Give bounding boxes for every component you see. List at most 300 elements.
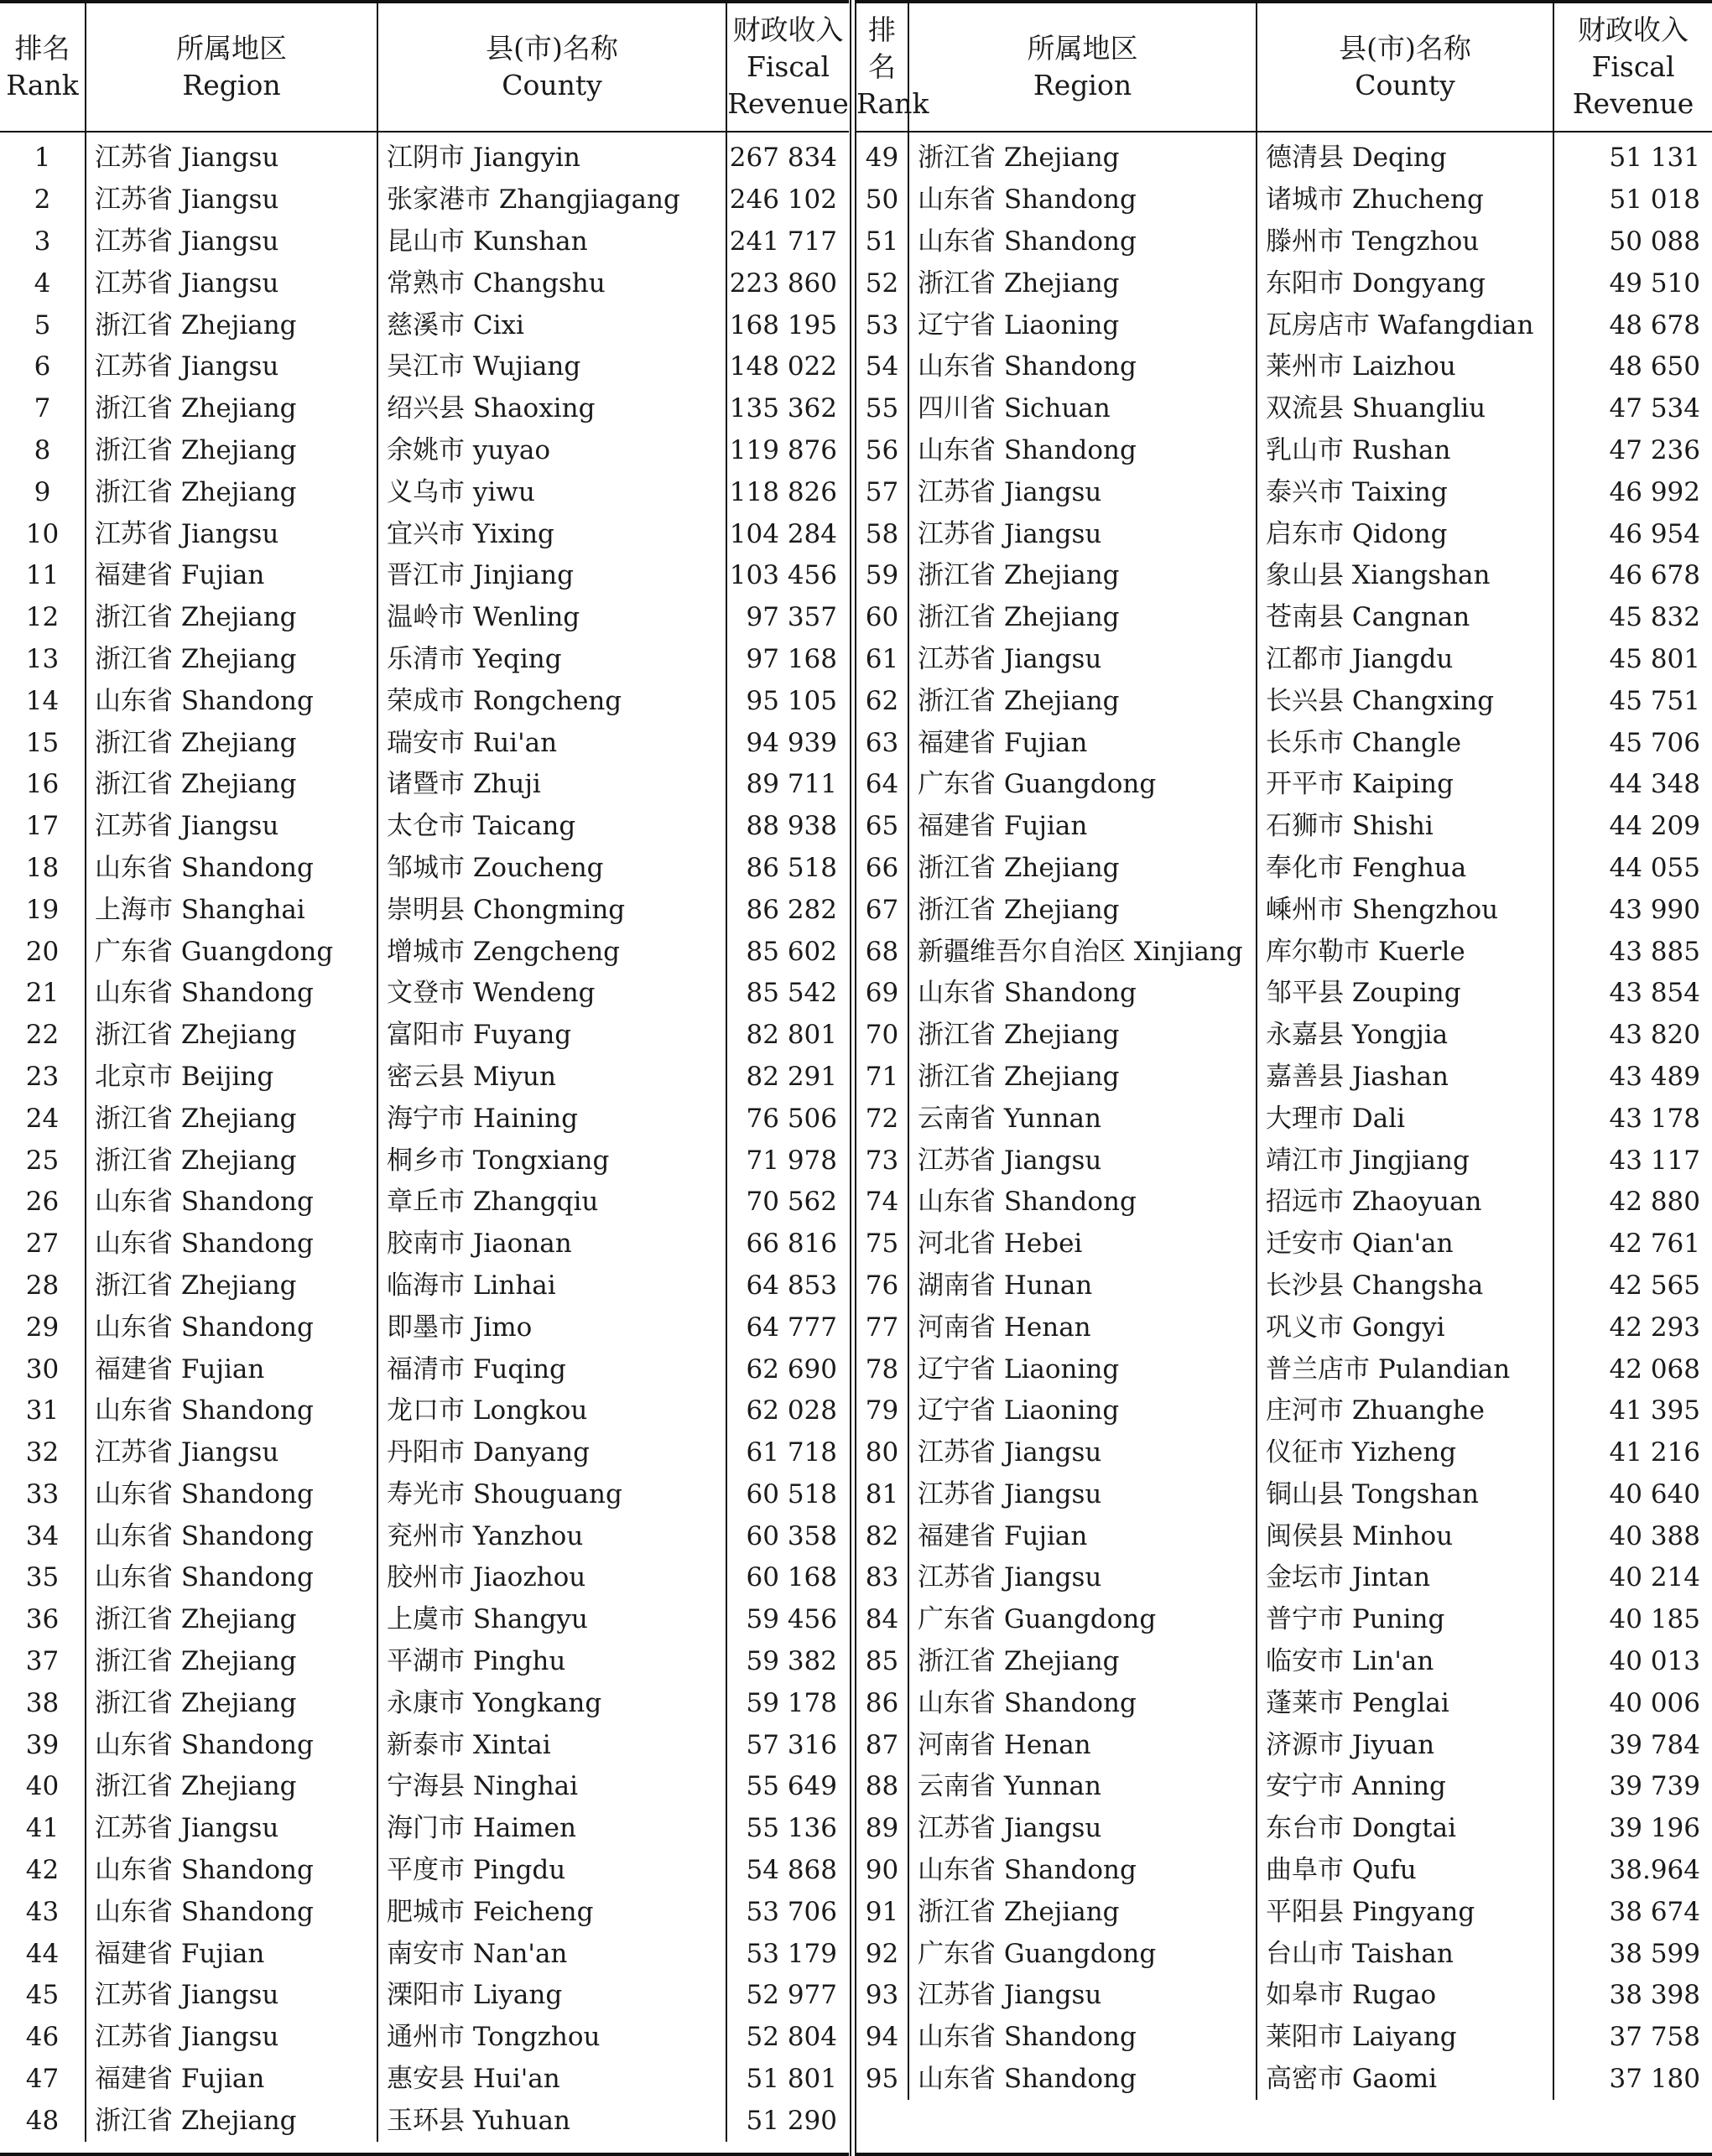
table-row bbox=[0, 1182, 849, 1223]
revenue-cell: 246 102 bbox=[726, 179, 849, 221]
county-cell: 石狮市 Shishi bbox=[1257, 806, 1553, 848]
table-row bbox=[856, 1307, 1712, 1348]
rank-cell: 72 bbox=[865, 1103, 899, 1134]
county-cell: 临安市 Lin'an bbox=[1257, 1641, 1553, 1683]
rank-cell: 55 bbox=[865, 393, 899, 424]
region-cell: 山东省 Shandong bbox=[908, 973, 1257, 1015]
county-cell: 余姚市 yuyao bbox=[377, 430, 726, 472]
county-cell: 乐清市 Yeqing bbox=[377, 639, 726, 681]
revenue-cell: 42 880 bbox=[1553, 1182, 1712, 1223]
table-row bbox=[856, 304, 1712, 346]
revenue-cell: 44 209 bbox=[1553, 806, 1712, 848]
revenue-cell: 55 136 bbox=[726, 1808, 849, 1850]
revenue-cell: 50 088 bbox=[1553, 221, 1712, 263]
table-row bbox=[856, 1515, 1712, 1557]
county-cell: 济源市 Jiyuan bbox=[1257, 1724, 1553, 1766]
region-cell: 浙江省 Zhejiang bbox=[86, 430, 377, 472]
rank-cell: 60 bbox=[865, 602, 899, 633]
region-cell: 上海市 Shanghai bbox=[86, 889, 377, 931]
table-row bbox=[856, 1933, 1712, 1975]
region-cell: 山东省 Shandong bbox=[86, 1891, 377, 1933]
county-cell: 长沙县 Changsha bbox=[1257, 1265, 1553, 1307]
revenue-cell: 45 801 bbox=[1553, 639, 1712, 681]
region-cell: 浙江省 Zhejiang bbox=[908, 1015, 1257, 1057]
rank-cell: 85 bbox=[865, 1646, 899, 1677]
region-cell: 江苏省 Jiangsu bbox=[86, 262, 377, 304]
county-cell: 增城市 Zengcheng bbox=[377, 931, 726, 973]
region-cell: 湖南省 Hunan bbox=[908, 1265, 1257, 1307]
revenue-cell: 42 068 bbox=[1553, 1348, 1712, 1390]
county-cell: 兖州市 Yanzhou bbox=[377, 1515, 726, 1557]
revenue-cell: 223 860 bbox=[726, 262, 849, 304]
rank-cell: 29 bbox=[25, 1312, 60, 1343]
region-cell: 北京市 Beijing bbox=[86, 1057, 377, 1099]
rank-cell: 36 bbox=[25, 1604, 60, 1635]
revenue-cell: 86 518 bbox=[726, 848, 849, 890]
rank-cell: 13 bbox=[25, 643, 60, 674]
region-cell: 山东省 Shandong bbox=[86, 680, 377, 722]
region-cell: 浙江省 Zhejiang bbox=[908, 889, 1257, 931]
revenue-cell: 45 706 bbox=[1553, 722, 1712, 764]
region-cell: 浙江省 Zhejiang bbox=[86, 1098, 377, 1140]
revenue-cell: 45 832 bbox=[1553, 597, 1712, 639]
region-cell: 浙江省 Zhejiang bbox=[86, 2100, 377, 2142]
table-row bbox=[856, 1474, 1712, 1516]
rank-cell: 31 bbox=[25, 1395, 60, 1426]
table-divider bbox=[850, 0, 856, 2156]
ranking-table-right bbox=[856, 0, 1712, 2156]
table-row bbox=[856, 430, 1712, 472]
table-row bbox=[0, 1432, 849, 1474]
table-row bbox=[0, 1265, 849, 1307]
region-cell: 江苏省 Jiangsu bbox=[86, 1808, 377, 1850]
rank-cell: 30 bbox=[25, 1353, 60, 1385]
county-cell: 长乐市 Changle bbox=[1257, 722, 1553, 764]
rank-cell: 50 bbox=[865, 184, 899, 216]
revenue-cell: 267 834 bbox=[726, 132, 849, 179]
region-cell: 浙江省 Zhejiang bbox=[86, 1641, 377, 1683]
county-cell: 即墨市 Jimo bbox=[377, 1307, 726, 1348]
region-cell: 福建省 Fujian bbox=[908, 1515, 1257, 1557]
rank-cell: 7 bbox=[34, 393, 51, 424]
rank-cell: 83 bbox=[865, 1562, 899, 1593]
rank-cell: 11 bbox=[25, 560, 60, 591]
revenue-cell: 168 195 bbox=[726, 304, 849, 346]
region-cell: 山东省 Shandong bbox=[86, 1390, 377, 1432]
revenue-cell: 97 168 bbox=[726, 639, 849, 681]
table-row bbox=[0, 1891, 849, 1933]
county-cell: 海门市 Haimen bbox=[377, 1808, 726, 1850]
table-row bbox=[856, 1432, 1712, 1474]
county-cell: 象山县 Xiangshan bbox=[1257, 555, 1553, 597]
region-cell: 江苏省 Jiangsu bbox=[86, 806, 377, 848]
region-cell: 浙江省 Zhejiang bbox=[86, 471, 377, 513]
county-cell: 瑞安市 Rui'an bbox=[377, 722, 726, 764]
region-cell: 山东省 Shandong bbox=[86, 1515, 377, 1557]
table-row bbox=[0, 555, 849, 597]
revenue-cell: 40 214 bbox=[1553, 1557, 1712, 1599]
revenue-cell: 46 954 bbox=[1553, 513, 1712, 555]
table-row bbox=[856, 1766, 1712, 1808]
region-cell: 浙江省 Zhejiang bbox=[86, 388, 377, 430]
rank-cell: 45 bbox=[25, 1980, 60, 2011]
region-cell: 浙江省 Zhejiang bbox=[908, 680, 1257, 722]
rank-cell: 80 bbox=[865, 1437, 899, 1468]
region-cell: 山东省 Shandong bbox=[908, 1182, 1257, 1223]
revenue-cell: 62 690 bbox=[726, 1348, 849, 1390]
county-cell: 永嘉县 Yongjia bbox=[1257, 1015, 1553, 1057]
region-cell: 江苏省 Jiangsu bbox=[86, 1975, 377, 2017]
table-row bbox=[856, 1098, 1712, 1140]
revenue-cell: 52 804 bbox=[726, 2017, 849, 2059]
rank-cell: 33 bbox=[25, 1478, 60, 1509]
rank-cell: 82 bbox=[865, 1520, 899, 1551]
table-row bbox=[856, 1891, 1712, 1933]
table-row bbox=[0, 388, 849, 430]
table-row bbox=[856, 1390, 1712, 1432]
revenue-cell: 40 640 bbox=[1553, 1474, 1712, 1516]
header-rank: 排名 Rank bbox=[0, 3, 86, 132]
table-row bbox=[856, 639, 1712, 681]
rank-cell: 70 bbox=[865, 1020, 899, 1051]
region-cell: 山东省 Shandong bbox=[908, 1682, 1257, 1724]
rank-cell: 53 bbox=[865, 309, 899, 340]
county-cell: 嵊州市 Shengzhou bbox=[1257, 889, 1553, 931]
rank-cell: 3 bbox=[34, 226, 51, 257]
county-cell: 泰兴市 Taixing bbox=[1257, 471, 1553, 513]
table-row bbox=[856, 1015, 1712, 1057]
county-cell: 海宁市 Haining bbox=[377, 1098, 726, 1140]
revenue-cell: 71 978 bbox=[726, 1140, 849, 1182]
table-row bbox=[0, 2059, 849, 2101]
revenue-cell: 43 178 bbox=[1553, 1098, 1712, 1140]
revenue-cell: 59 382 bbox=[726, 1641, 849, 1683]
region-cell: 江苏省 Jiangsu bbox=[908, 1975, 1257, 2017]
rank-cell: 73 bbox=[865, 1145, 899, 1176]
table-row bbox=[0, 132, 849, 179]
county-cell: 义乌市 yiwu bbox=[377, 471, 726, 513]
table-row bbox=[0, 1641, 849, 1683]
region-cell: 山东省 Shandong bbox=[86, 973, 377, 1015]
region-cell: 广东省 Guangdong bbox=[908, 764, 1257, 806]
county-cell: 德清县 Deqing bbox=[1257, 132, 1553, 179]
revenue-cell: 38 674 bbox=[1553, 1891, 1712, 1933]
region-cell: 新疆维吾尔自治区 Xinjiang bbox=[908, 931, 1257, 973]
revenue-cell: 118 826 bbox=[726, 471, 849, 513]
county-cell: 长兴县 Changxing bbox=[1257, 680, 1553, 722]
revenue-cell: 49 510 bbox=[1553, 262, 1712, 304]
header-county: 县(市)名称 County bbox=[377, 3, 726, 132]
rank-cell: 95 bbox=[865, 2064, 899, 2095]
county-cell: 文登市 Wendeng bbox=[377, 973, 726, 1015]
region-cell: 福建省 Fujian bbox=[86, 2059, 377, 2101]
region-cell: 山东省 Shandong bbox=[86, 1474, 377, 1516]
rank-cell: 48 bbox=[25, 2105, 60, 2136]
table-row bbox=[856, 1599, 1712, 1641]
county-cell: 苍南县 Cangnan bbox=[1257, 597, 1553, 639]
county-cell: 招远市 Zhaoyuan bbox=[1257, 1182, 1553, 1223]
county-cell: 永康市 Yongkang bbox=[377, 1682, 726, 1724]
region-cell: 福建省 Fujian bbox=[86, 1933, 377, 1975]
revenue-cell: 42 565 bbox=[1553, 1265, 1712, 1307]
county-cell: 晋江市 Jinjiang bbox=[377, 555, 726, 597]
table-row bbox=[856, 973, 1712, 1015]
county-cell: 常熟市 Changshu bbox=[377, 262, 726, 304]
region-cell: 江苏省 Jiangsu bbox=[908, 1432, 1257, 1474]
rank-cell: 47 bbox=[25, 2064, 60, 2095]
revenue-cell: 48 678 bbox=[1553, 304, 1712, 346]
revenue-cell: 64 853 bbox=[726, 1265, 849, 1307]
table-row bbox=[856, 1557, 1712, 1599]
county-cell: 迁安市 Qian'an bbox=[1257, 1223, 1553, 1265]
table-row bbox=[0, 1724, 849, 1766]
region-cell: 浙江省 Zhejiang bbox=[86, 1265, 377, 1307]
rank-cell: 16 bbox=[25, 769, 60, 800]
rank-cell: 77 bbox=[865, 1312, 899, 1343]
table-row bbox=[0, 1682, 849, 1724]
table-row bbox=[0, 1390, 849, 1432]
region-cell: 江苏省 Jiangsu bbox=[908, 1140, 1257, 1182]
region-cell: 浙江省 Zhejiang bbox=[86, 764, 377, 806]
revenue-cell: 60 518 bbox=[726, 1474, 849, 1516]
table-row bbox=[0, 430, 849, 472]
county-cell: 仪征市 Yizheng bbox=[1257, 1432, 1553, 1474]
revenue-cell: 85 542 bbox=[726, 973, 849, 1015]
county-cell: 溧阳市 Liyang bbox=[377, 1975, 726, 2017]
region-cell: 福建省 Fujian bbox=[86, 555, 377, 597]
revenue-cell: 40 013 bbox=[1553, 1641, 1712, 1683]
region-cell: 江苏省 Jiangsu bbox=[86, 513, 377, 555]
county-cell: 台山市 Taishan bbox=[1257, 1933, 1553, 1975]
county-cell: 大理市 Dali bbox=[1257, 1098, 1553, 1140]
rank-cell: 15 bbox=[25, 727, 60, 758]
rank-cell: 64 bbox=[865, 769, 899, 800]
region-cell: 江苏省 Jiangsu bbox=[908, 1808, 1257, 1850]
revenue-cell: 82 801 bbox=[726, 1015, 849, 1057]
rank-cell: 56 bbox=[865, 434, 899, 465]
table-row bbox=[856, 722, 1712, 764]
rank-cell: 40 bbox=[25, 1771, 60, 1802]
table-row bbox=[856, 132, 1712, 179]
rank-cell: 65 bbox=[865, 811, 899, 842]
rank-cell: 22 bbox=[25, 1020, 60, 1051]
table-row bbox=[0, 806, 849, 848]
rank-cell: 68 bbox=[865, 936, 899, 967]
rank-cell: 91 bbox=[865, 1896, 899, 1927]
revenue-cell: 44 055 bbox=[1553, 848, 1712, 890]
table-row bbox=[856, 513, 1712, 555]
revenue-cell: 51 290 bbox=[726, 2100, 849, 2142]
rank-cell: 67 bbox=[865, 894, 899, 925]
county-cell: 高密市 Gaomi bbox=[1257, 2059, 1553, 2101]
region-cell: 山东省 Shandong bbox=[86, 848, 377, 890]
rank-cell: 37 bbox=[25, 1646, 60, 1677]
header-fiscal-revenue: 财政收入 Fiscal Revenue bbox=[726, 3, 849, 132]
table-row bbox=[0, 973, 849, 1015]
rank-cell: 44 bbox=[25, 1938, 60, 1969]
county-cell: 温岭市 Wenling bbox=[377, 597, 726, 639]
region-cell: 广东省 Guangdong bbox=[908, 1599, 1257, 1641]
rank-cell: 66 bbox=[865, 852, 899, 883]
table-row bbox=[0, 1098, 849, 1140]
rank-cell: 32 bbox=[25, 1437, 60, 1468]
rank-cell: 76 bbox=[865, 1270, 899, 1301]
county-cell: 江阴市 Jiangyin bbox=[377, 132, 726, 179]
table-row bbox=[856, 1057, 1712, 1099]
table-row bbox=[0, 764, 849, 806]
county-cell: 铜山县 Tongshan bbox=[1257, 1474, 1553, 1516]
table-row bbox=[856, 471, 1712, 513]
rank-cell: 84 bbox=[865, 1604, 899, 1635]
region-cell: 浙江省 Zhejiang bbox=[908, 597, 1257, 639]
region-cell: 河南省 Henan bbox=[908, 1307, 1257, 1348]
table-row bbox=[0, 1474, 849, 1516]
region-cell: 辽宁省 Liaoning bbox=[908, 304, 1257, 346]
rank-cell: 8 bbox=[34, 434, 51, 465]
region-cell: 山东省 Shandong bbox=[86, 1557, 377, 1599]
region-cell: 山东省 Shandong bbox=[908, 430, 1257, 472]
revenue-cell: 94 939 bbox=[726, 722, 849, 764]
revenue-cell: 59 178 bbox=[726, 1682, 849, 1724]
rank-cell: 26 bbox=[25, 1187, 60, 1218]
county-cell: 蓬莱市 Penglai bbox=[1257, 1682, 1553, 1724]
region-cell: 浙江省 Zhejiang bbox=[908, 1057, 1257, 1099]
region-cell: 河南省 Henan bbox=[908, 1724, 1257, 1766]
rank-cell: 10 bbox=[25, 518, 60, 549]
region-cell: 山东省 Shandong bbox=[908, 179, 1257, 221]
table-row bbox=[856, 2017, 1712, 2059]
rank-cell: 23 bbox=[25, 1061, 60, 1092]
table-row bbox=[856, 597, 1712, 639]
table-row bbox=[0, 931, 849, 973]
county-cell: 龙口市 Longkou bbox=[377, 1390, 726, 1432]
revenue-cell: 39 739 bbox=[1553, 1766, 1712, 1808]
county-cell: 巩义市 Gongyi bbox=[1257, 1307, 1553, 1348]
rank-cell: 39 bbox=[25, 1729, 60, 1760]
county-cell: 平度市 Pingdu bbox=[377, 1850, 726, 1892]
table-row bbox=[856, 1975, 1712, 2017]
county-cell: 嘉善县 Jiashan bbox=[1257, 1057, 1553, 1099]
rank-cell: 9 bbox=[34, 476, 51, 507]
revenue-cell: 43 854 bbox=[1553, 973, 1712, 1015]
table-body-left bbox=[0, 132, 849, 2142]
table-row bbox=[856, 1850, 1712, 1892]
revenue-cell: 40 006 bbox=[1553, 1682, 1712, 1724]
revenue-cell: 52 977 bbox=[726, 1975, 849, 2017]
revenue-cell: 76 506 bbox=[726, 1098, 849, 1140]
rank-cell: 62 bbox=[865, 685, 899, 716]
table-body-right bbox=[856, 132, 1712, 2100]
rank-cell: 86 bbox=[865, 1687, 899, 1718]
revenue-cell: 41 395 bbox=[1553, 1390, 1712, 1432]
region-cell: 山东省 Shandong bbox=[908, 1850, 1257, 1892]
revenue-cell: 38 398 bbox=[1553, 1975, 1712, 2017]
county-cell: 乳山市 Rushan bbox=[1257, 430, 1553, 472]
region-cell: 江苏省 Jiangsu bbox=[908, 639, 1257, 681]
revenue-cell: 40 185 bbox=[1553, 1599, 1712, 1641]
revenue-cell: 43 820 bbox=[1553, 1015, 1712, 1057]
county-cell: 通州市 Tongzhou bbox=[377, 2017, 726, 2059]
county-cell: 莱州市 Laizhou bbox=[1257, 346, 1553, 388]
county-cell: 邹平县 Zouping bbox=[1257, 973, 1553, 1015]
region-cell: 浙江省 Zhejiang bbox=[86, 1766, 377, 1808]
region-cell: 浙江省 Zhejiang bbox=[86, 1140, 377, 1182]
table-row bbox=[856, 388, 1712, 430]
table-row bbox=[0, 1307, 849, 1348]
rank-cell: 28 bbox=[25, 1270, 60, 1301]
revenue-cell: 45 751 bbox=[1553, 680, 1712, 722]
rank-cell: 1 bbox=[34, 143, 51, 174]
region-cell: 浙江省 Zhejiang bbox=[908, 262, 1257, 304]
rank-cell: 93 bbox=[865, 1980, 899, 2011]
region-cell: 山东省 Shandong bbox=[908, 221, 1257, 263]
rank-cell: 19 bbox=[25, 894, 60, 925]
rank-cell: 25 bbox=[25, 1145, 60, 1176]
revenue-cell: 86 282 bbox=[726, 889, 849, 931]
rank-cell: 61 bbox=[865, 643, 899, 674]
revenue-cell: 41 216 bbox=[1553, 1432, 1712, 1474]
rank-cell: 87 bbox=[865, 1729, 899, 1760]
revenue-cell: 42 761 bbox=[1553, 1223, 1712, 1265]
county-cell: 闽侯县 Minhou bbox=[1257, 1515, 1553, 1557]
county-cell: 曲阜市 Qufu bbox=[1257, 1850, 1553, 1892]
county-cell: 启东市 Qidong bbox=[1257, 513, 1553, 555]
revenue-cell: 135 362 bbox=[726, 388, 849, 430]
region-cell: 山东省 Shandong bbox=[86, 1182, 377, 1223]
rank-cell: 2 bbox=[34, 184, 51, 216]
county-cell: 上虞市 Shangyu bbox=[377, 1599, 726, 1641]
rank-cell: 12 bbox=[25, 602, 60, 633]
region-cell: 浙江省 Zhejiang bbox=[86, 722, 377, 764]
revenue-cell: 38 599 bbox=[1553, 1933, 1712, 1975]
county-cell: 庄河市 Zhuanghe bbox=[1257, 1390, 1553, 1432]
table-row bbox=[0, 1933, 849, 1975]
table-row bbox=[856, 848, 1712, 890]
region-cell: 辽宁省 Liaoning bbox=[908, 1390, 1257, 1432]
table-row bbox=[0, 471, 849, 513]
revenue-cell: 59 456 bbox=[726, 1599, 849, 1641]
region-cell: 江苏省 Jiangsu bbox=[908, 471, 1257, 513]
county-cell: 太仓市 Taicang bbox=[377, 806, 726, 848]
revenue-cell: 89 711 bbox=[726, 764, 849, 806]
revenue-cell: 37 758 bbox=[1553, 2017, 1712, 2059]
revenue-cell: 51 018 bbox=[1553, 179, 1712, 221]
revenue-cell: 82 291 bbox=[726, 1057, 849, 1099]
rank-cell: 17 bbox=[25, 811, 60, 842]
rank-cell: 94 bbox=[865, 2022, 899, 2053]
region-cell: 广东省 Guangdong bbox=[86, 931, 377, 973]
region-cell: 浙江省 Zhejiang bbox=[908, 1641, 1257, 1683]
revenue-cell: 85 602 bbox=[726, 931, 849, 973]
region-cell: 浙江省 Zhejiang bbox=[908, 1891, 1257, 1933]
county-cell: 东阳市 Dongyang bbox=[1257, 262, 1553, 304]
table-row bbox=[856, 346, 1712, 388]
revenue-cell: 44 348 bbox=[1553, 764, 1712, 806]
table-row bbox=[856, 1223, 1712, 1265]
county-cell: 江都市 Jiangdu bbox=[1257, 639, 1553, 681]
revenue-cell: 51 801 bbox=[726, 2059, 849, 2101]
revenue-cell: 241 717 bbox=[726, 221, 849, 263]
rank-cell: 90 bbox=[865, 1855, 899, 1886]
revenue-cell: 48 650 bbox=[1553, 346, 1712, 388]
county-cell: 奉化市 Fenghua bbox=[1257, 848, 1553, 890]
revenue-cell: 54 868 bbox=[726, 1850, 849, 1892]
revenue-cell: 53 706 bbox=[726, 1891, 849, 1933]
region-cell: 浙江省 Zhejiang bbox=[908, 555, 1257, 597]
county-cell: 福清市 Fuqing bbox=[377, 1348, 726, 1390]
table-row bbox=[0, 262, 849, 304]
table-row bbox=[856, 221, 1712, 263]
